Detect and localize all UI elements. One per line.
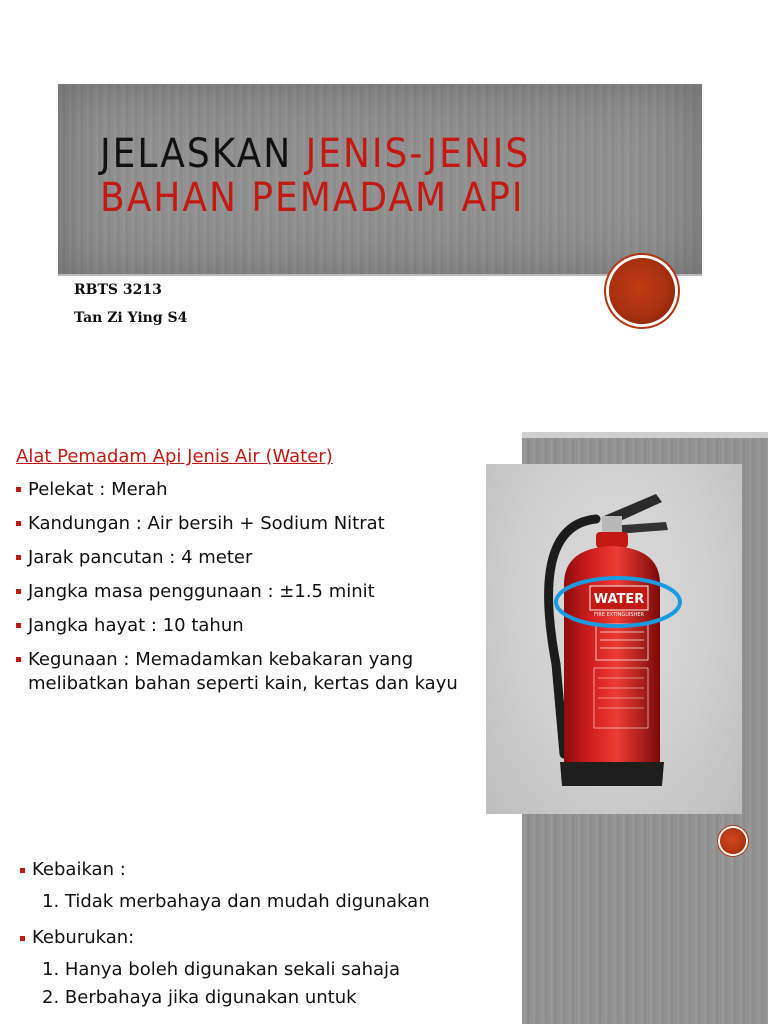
properties-list xyxy=(16,478,486,696)
author-name: Tan Zi Ying S4 xyxy=(74,310,188,326)
bullet-marker xyxy=(16,487,21,492)
title-part-2: JENIS-JENIS BAHAN PEMADAM API xyxy=(100,131,531,221)
cons-label: Keburukan: xyxy=(32,927,135,948)
pros-label: Kebaikan : xyxy=(32,859,126,880)
band-bottom-line xyxy=(58,274,702,276)
list-item xyxy=(16,614,486,638)
extinguisher-label-sub: FIRE EXTINGUISHER xyxy=(594,612,644,618)
list-item xyxy=(16,580,486,604)
list-item-text: Pelekat : Merah xyxy=(28,479,168,500)
list-item-text: Kegunaan : Memadamkan kebakaran yang melibatkan bahan seperti kain, kertas dan kayu xyxy=(28,649,458,694)
bullet-marker xyxy=(16,623,21,628)
section-heading: Alat Pemadam Api Jenis Air (Water) xyxy=(16,446,333,467)
title-part-1: JELASKAN xyxy=(100,131,293,177)
extinguisher-label-text: WATER xyxy=(593,592,645,607)
side-stripe-top xyxy=(522,432,768,438)
fire-extinguisher-illustration xyxy=(486,464,742,814)
list-item xyxy=(16,648,468,696)
list-item xyxy=(16,546,486,570)
cons-label-row xyxy=(20,926,490,950)
bullet-marker xyxy=(20,936,25,941)
slide-title xyxy=(100,132,680,220)
course-code: RBTS 3213 xyxy=(74,282,162,298)
bullet-marker xyxy=(16,555,21,560)
fire-extinguisher-photo xyxy=(486,464,742,814)
list-item-text: Jarak pancutan : 4 meter xyxy=(28,547,253,568)
bullet-marker xyxy=(16,521,21,526)
bullet-marker xyxy=(16,657,21,662)
bullet-marker xyxy=(20,868,25,873)
decorative-orb xyxy=(609,258,675,324)
pros-label-row xyxy=(20,858,490,882)
decorative-orb-small xyxy=(720,828,746,854)
title-slide xyxy=(0,0,768,400)
list-item-text: Jangka masa penggunaan : ±1.5 minit xyxy=(28,581,375,602)
pros-item: 1. Tidak merbahaya dan mudah digunakan xyxy=(42,891,430,912)
bullet-marker xyxy=(16,589,21,594)
list-item xyxy=(16,478,486,502)
list-item xyxy=(16,512,486,536)
cons-item: 2. Berbahaya jika digunakan untuk xyxy=(42,987,357,1008)
pros-cons-section xyxy=(20,858,490,1010)
list-item-text: Jangka hayat : 10 tahun xyxy=(28,615,244,636)
list-item-text: Kandungan : Air bersih + Sodium Nitrat xyxy=(28,513,385,534)
cons-item: 1. Hanya boleh digunakan sekali sahaja xyxy=(42,959,401,980)
